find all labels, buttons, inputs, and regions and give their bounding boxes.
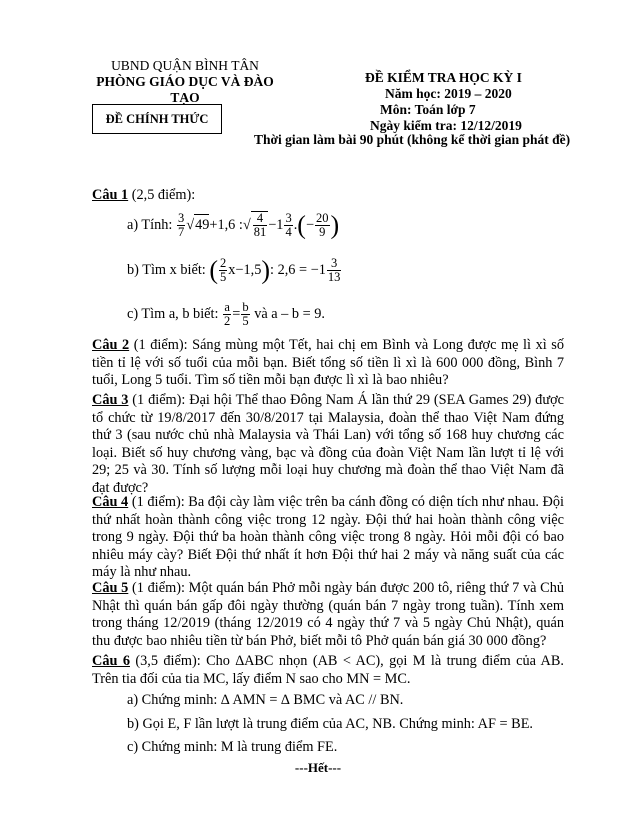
question-5-label: Câu 5 (92, 580, 129, 596)
question-1-points: (2,5 điểm): (128, 187, 196, 203)
q1c-eq: = (232, 305, 241, 322)
question-6-label: Câu 6 (92, 653, 130, 669)
q1a-frac3: $\frac{3}{4}$ (285, 211, 292, 239)
exam-info-block (345, 70, 615, 134)
q1b-prefix: b) Tìm x biết: (127, 261, 206, 278)
question-3-label: Câu 3 (92, 392, 129, 408)
question-6a: a) Chứng minh: ∆ AMN = ∆ BMC và AC // BN. (127, 692, 404, 708)
question-3-text: (1 điểm): Đại hội Thể thao Đông Nam Á lần thứ 29 (SEA Games 29) được tổ chức từ 19/8/2017 đến 30/8/2017 tại Malaysia, đoàn thể thao Việt Nam đứng thứ 3 (sau nước chủ nhà Malaysia và Thái Lan) với tổng số 168 huy chương các loại. Biết số huy chương vàng, bạc và đồng của đoàn Việt Nam lần lượt tỉ lệ với 29; 25 và 30. Tính số lượng mỗi loại huy chương mà đoàn thể thao Việt Nam đã đạt được? (92, 392, 564, 496)
question-1a: a) Tính: $\frac{3}{7}$ √49+1,6 :√ $\frac{4}{81}$ −1 $\frac{3}{4}$ .(− $\frac{20}{9}$ ) (127, 210, 340, 240)
question-6b: b) Gọi E, F lần lượt là trung điểm của AC, NB. Chứng minh: AF = BE. (127, 716, 534, 732)
q1b-rest: : 2,6 = −1 (270, 261, 326, 278)
subject: Môn: Toán lớp 7 (380, 102, 476, 117)
question-6c: c) Chứng minh: M là trung điểm FE. (127, 739, 338, 755)
q1a-prefix: a) Tính: (127, 216, 173, 233)
question-6-text: (3,5 điểm): Cho ∆ABC nhọn (AB < AC), gọi M là trung điểm của AB. Trên tia đối của tia MC, lấy điểm N sao cho MN = MC. (92, 653, 564, 687)
q1b-mid: x−1,5 (228, 261, 262, 278)
exam-date: Ngày kiểm tra: 12/12/2019 (370, 118, 522, 133)
q1a-dot: . (293, 216, 298, 233)
exam-title: ĐỀ KIỂM TRA HỌC KỲ I (365, 70, 522, 85)
question-1c (127, 301, 325, 328)
q1a-frac1: $\frac{3}{7}$ (177, 211, 185, 239)
q1c-prefix: c) Tìm a, b biết: (127, 305, 219, 322)
question-2-label: Câu 2 (92, 337, 130, 353)
q1c-frac1: $\frac{a}{2}$ (224, 300, 231, 328)
q1b-frac1: $\frac{2}{5}$ (220, 256, 227, 284)
q1c-frac2: $\frac{b}{5}$ (242, 300, 249, 328)
q1a-frac4: $\frac{20}{9}$ (316, 211, 329, 239)
issuer-block (85, 58, 285, 106)
question-4 (92, 494, 564, 582)
question-4-text: (1 điểm): Ba đội cày làm việc trên ba cánh đồng có diện tích như nhau. Đội thứ nhất hoàn thành công việc trong 12 ngày. Đội thứ hai hoàn thành công việc trong 9 ngày. Đội thứ ba hoàn thành công việc trong 8 ngày. Hỏi mỗi đội có bao nhiêu máy cày? Biết Đội thứ nhất ít hơn Đội thứ hai 2 máy và năng suất của các máy là như nhau. (92, 494, 564, 581)
q1a-mixed: −1 (268, 216, 284, 233)
question-1-label: Câu 1 (92, 187, 129, 203)
official-label: ĐỀ CHÍNH THỨC (92, 104, 222, 134)
question-5-text: (1 điểm): Một quán bán Phở mỗi ngày bán được 200 tô, riêng thứ 7 và Chủ Nhật thì quán bán gấp đôi ngày thường (quán bán 7 ngày trong tuần). Tính xem trong tháng 12/2019 (tháng 12/2019 có 4 ngày thứ 7 và 5 ngày Chủ Nhật), quán thu được bao nhiêu tiền từ bán Phở, biết mỗi tô Phở quán bán giá 30 000 đồng? (92, 580, 564, 649)
q1c-rest: và a – b = 9. (254, 305, 325, 322)
q1a-mid: +1,6 : (209, 216, 243, 233)
q1b-frac2: $\frac{3}{13}$ (327, 256, 341, 284)
issuer-line2: PHÒNG GIÁO DỤC VÀ ĐÀO TẠO (96, 74, 274, 105)
q1a-sqrt1: 49 (194, 214, 209, 235)
question-6 (92, 653, 564, 688)
q1a-sqrt2: $\frac{4}{81}$ (251, 211, 269, 239)
question-1b: b) Tìm x biết: ( $\frac{2}{5}$ x−1,5): 2,6 = −1 $\frac{3}{13}$ (127, 255, 341, 285)
school-year: Năm học: 2019 – 2020 (385, 86, 512, 101)
question-5 (92, 580, 564, 650)
question-1 (92, 187, 564, 205)
time-limit: Thời gian làm bài 90 phút (không kể thời gian phát đề) (254, 132, 571, 147)
question-2 (92, 337, 564, 390)
question-3 (92, 392, 564, 498)
end-marker: ---Hết--- (294, 760, 342, 775)
question-4-label: Câu 4 (92, 494, 129, 510)
question-2-text: (1 điểm): Sáng mùng một Tết, hai chị em Bình và Long được mẹ lì xì số tiền tỉ lệ với số tuổi của mỗi bạn. Biết tổng số tiền lì xì là 600 000 đồng, Bình 7 tuổi, Long 5 tuổi. Tìm số tiền mỗi bạn được lì xì là bao nhiêu? (92, 337, 564, 389)
issuer-line1: UBND QUẬN BÌNH TÂN (111, 58, 259, 73)
